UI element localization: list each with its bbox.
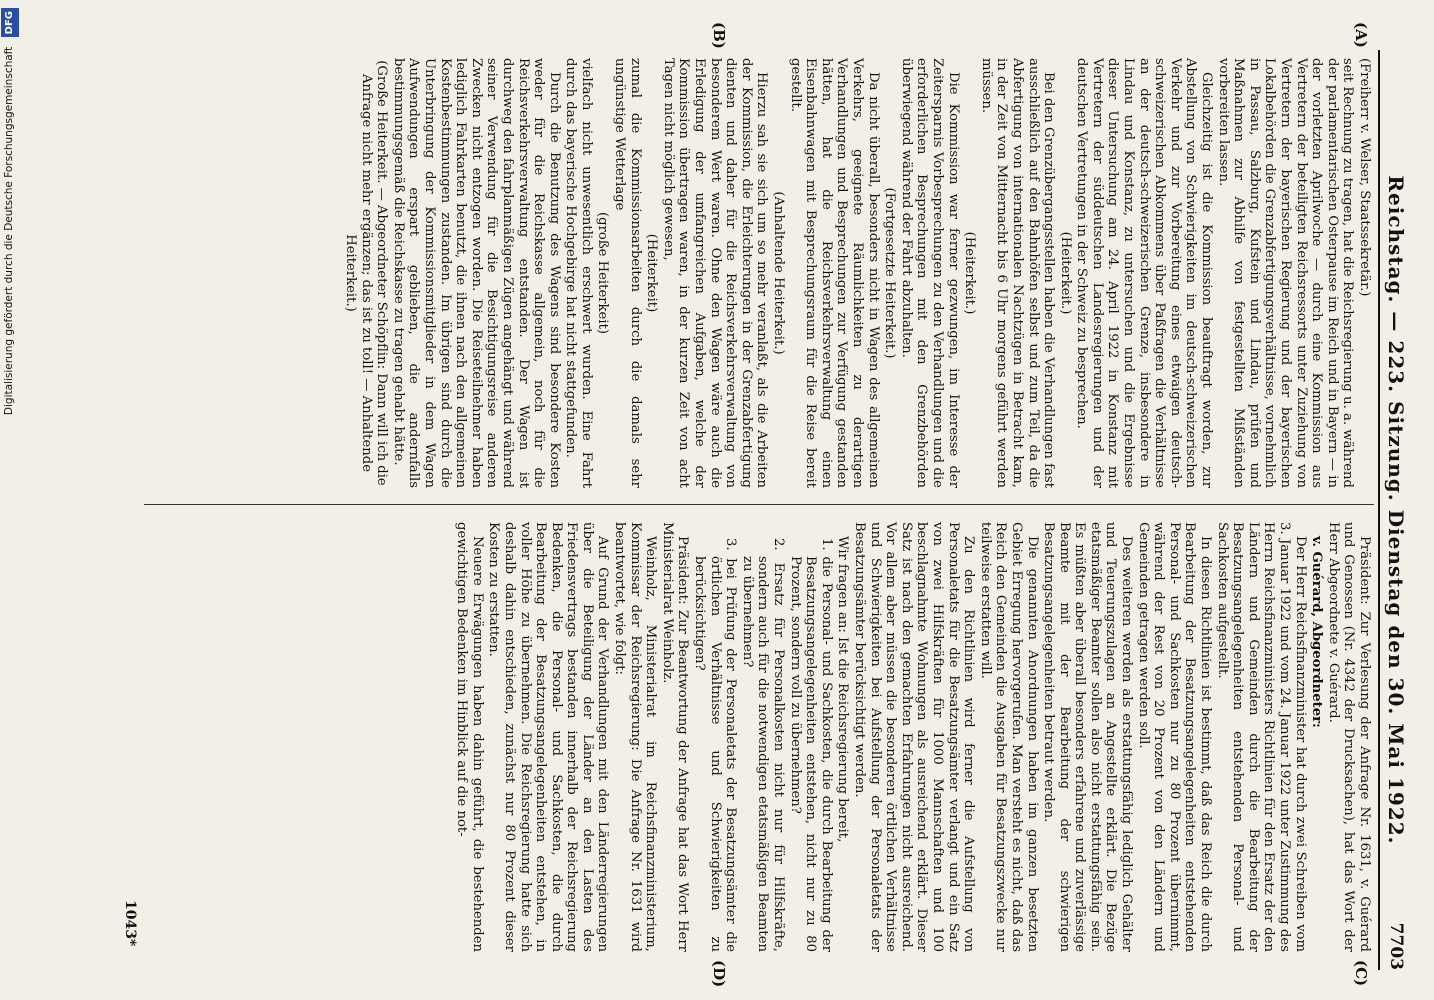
- paragraph: Wir fragen an: Ist die Reichsregierung bereit,: [835, 536, 851, 843]
- margin-mark-a: (A): [1352, 22, 1370, 48]
- interjection: (Heiterkeit.): [1057, 231, 1073, 315]
- dfg-logo-icon: DFG: [1, 8, 19, 37]
- right-column: [453, 522, 1372, 952]
- interjection: (Anhaltende Heiterkeit.): [771, 191, 787, 355]
- list-item: 1. die Personal- und Sachkosten, die durch Bearbeitung der Besatzungsangelegenheiten entstehen, nicht nur zu 80 Prozent, sondern voll zu übernehmen?: [787, 538, 834, 952]
- paragraph: Gleichzeitig ist die Kommission beauftragt worden, zur Abstellung von Schwierigkeiten im deutsch-schweizerischen Verkehr und zur Vorbereitung eines etwaigen deutsch-schweizerischen Abkommens über Paßfragen die Verhältnisse an der deutsch-schweizerischen Grenze, insbesondere in Lindau und Konstanz, zu untersuchen und die Ergebnisse dieser Untersuchung am 24. April 1922 in Konstanz mit Vertretern der süddeutschen Landesregierungen und der deutschen Vertretungen in der Schweiz zu besprechen.: [1074, 58, 1215, 488]
- paragraph: Durch die Benutzung des Wagens sind besondere Kosten weder für die Reichskasse allgemein, noch für die Reichsverkehrsverwaltung entstanden. Der Wagen ist durchweg den fahrplanmäßigen Zügen angehängt und während seiner Verwendung für die Besichtigungsreise anderen Zwecken nicht entzogen worden. Die Reiseteilnehmer haben lediglich Fahrkarten benutzt, die ihnen nach den allgemeinen Kostenbestimmungen zustanden. Im übrigen sind durch die Unterbringung der Kommissionsmitglieder in dem Wagen Aufwendungen erspart geblieben, die andernfalls bestimmungsgemäß die Reichskasse zu tragen gehabt hätte.: [390, 58, 562, 488]
- paragraph: Auf Grund der Verhandlungen mit den Länderregierungen über die Beteiligung der Länder an den Lasten des Friedensvertrags bestanden innerhalb der Reichsregierung Bedenken, die Personal- und Sachkosten, die durch Bearbeitung der Besatzungsangelegenheiten entstehen, in voller Höhe zu übernehmen. Die Reichsregierung hatte sich deshalb dahin entschieden, zunächst nur 80 Prozent dieser Kosten zu erstatten.: [486, 522, 611, 952]
- paragraph: In diesen Richtlinien ist bestimmt, daß das Reich die durch Bearbeitung der Besatzungsangelegenheiten entstehenden Personal- und Sachkosten nur zu 80 Prozent übernimmt, während der Rest von 20 Prozent von den Ländern und Gemeinden getragen werden soll.: [1135, 522, 1214, 952]
- page-title: Reichstag. — 223. Sitzung. Dienstag den 30. Mai 1922.: [1384, 175, 1408, 845]
- paragraph: Der Herr Reichsfinanzminister hat durch zwei Schreiben vom 3. Januar 1922 und vom 24. Januar 1922 unter Zustimmung des Herrn Reichsfinanzministers Richtlinien für den Ersatz der den Ländern und Gemeinden durch die Bearbeitung der Besatzungsangelegenheiten entstehenden Personal- und Sachkosten aufgestellt.: [1214, 522, 1308, 952]
- margin-mark-b: (B): [710, 22, 728, 49]
- speaker-tag: v. Guérard, Abgeordneter:: [1309, 536, 1325, 728]
- digitization-credit: [0, 0, 18, 1000]
- paragraph: zumal die Kommissionsarbeiten durch die damals sehr ungünstige Wetterlage: [612, 58, 643, 488]
- list-item: 3. bei Prüfung der Personaletats der Besatzungsämter die örtlichen Verhältnisse und Schwierigkeiten zu berücksichtigen?: [692, 538, 739, 952]
- interjection: (Heiterkeit): [644, 233, 660, 313]
- paragraph: Zu den Richtlinien wird ferner die Aufstellung von Personaletats für die Besatzungsämter verlangt und ein Satz von zwei Hilfskräften für 1000 Mannschaften und 100 beschlagnahmte Wohnungen als ausreichend erklärt. Dieser Satz ist nach den gemachten Erfahrungen nicht ausreichend. Vor allem aber müssen die besonderen örtlichen Verhältnisse und Schwierigkeiten bei Aufstellung der Personaletats der Besatzungsämter berücksichtigt werden.: [852, 522, 977, 952]
- list-item: 2. Ersatz für Personalkosten nicht nur für Hilfskräfte, sondern auch für die notwendigen etatsmäßigen Beamten zu übernehmen?: [739, 538, 787, 952]
- paragraph: Die Kommission war ferner gezwungen, im Interesse der Zeitersparnis Vorbesprechungen zu den Verhandlungen und die erforderlichen Besprechungen mit den Grenzbehörden überwiegend während der Fahrt abzuhalten.: [898, 58, 961, 488]
- paragraph: Da nicht überall, besonders nicht in Wagen des allgemeinen Verkehrs, geeignete Räumlichkeiten zu derartigen Verhandlungen und Besprechungen zur Verfügung gestanden hätten, hat die Reichsverkehrsverwaltung einen Eisenbahnwagen mit Besprechungsraum für die Reise bereit gestellt.: [787, 58, 881, 488]
- page-number: 7703: [1386, 922, 1406, 970]
- paragraph: Weinholz, Ministerialrat im Reichsfinanzministerium, Kommissar der Reichsregierung: Die Anfrage Nr. 1631 wird beantwortet, wie folgt:: [612, 522, 659, 952]
- margin-mark-d: (D): [710, 960, 728, 988]
- digitization-note: Digitalisierung gefördert durch die Deutsche Forschungsgemeinschaft: [3, 46, 15, 416]
- paragraph: Die genannten Anordnungen haben im ganzen besetzten Gebiet Erregung hervorgerufen. Man versteht es nicht, daß das Reich den Gemeinden die Ausgaben für Besatzungszwecke nur teilweise erstatten will.: [977, 522, 1040, 952]
- speaker-tag: (Freiherr v. Welser, Staatssekretär.): [1357, 58, 1372, 297]
- paragraph: vielfach nicht unwesentlich erschwert wurden. Eine Fahrt durch das bayerische Hochgebirge hat nicht stattgefunden.: [563, 58, 594, 488]
- paragraph: Präsident: Zur Verlesung der Anfrage Nr. 1631, v. Guérard und Genossen (Nr. 4342 der Drucksachen), hat das Wort der Herr Abgeordnete v. Guérard.: [1325, 522, 1372, 952]
- interjection: (große Heiterkeit): [595, 211, 611, 335]
- interjection: (Fortgesetzte Heiterkeit.): [882, 187, 898, 359]
- paragraph: Neuere Erwägungen haben dahin geführt, die bestehenden gewichtigen Bedenken im Hinblick auf die not-: [454, 522, 485, 952]
- sheet-number: 1043*: [122, 900, 138, 947]
- paragraph: Bei den Grenzübergangsstellen haben die Verhandlungen fast ausschließlich auf den Bahnhöfen selbst und zum Teil, da die Abfertigung von internationalen Nachtzügen in Betracht kam, in der Zeit von Mitternacht bis 6 Uhr morgens geführt werden müssen.: [978, 58, 1057, 488]
- paragraph: seit Rechnung zu tragen, hat die Reichsregierung u. a. während der parlamentarischen Osterpause im Reich und in Bayern — in der vorletzten Aprilwoche — durch eine Kommission aus Vertretern der beteiligten Reichsressorts unter Zuziehung von Vertretern der bayerischen Regierung und der bayerischen Lokalbehörden die Grenzabfertigungsverhältnisse, vornehmlich in Passau, Salzburg, Kufstein und Lindau, prüfen und Maßnahmen zur Abhilfe von festgestellten Mißständen vorbereiten lassen.: [1215, 58, 1356, 488]
- page-header: [1378, 50, 1408, 970]
- digitization-strip: [0, 0, 20, 1000]
- interjection: (Große Heiterkeit. — Abgeordneter Schöpflin: Dann will ich die Anfrage nicht mehr ergänzen; das ist zu toll! — Anhaltende Heiterkeit.): [343, 60, 390, 486]
- paragraph: Des weiteren werden als erstattungsfähig lediglich Gehälter und Teuerungszulagen an Angestellte erklärt. Die Bezüge etatsmäßiger Beamter sollen also nicht erstattungsfähig sein. Es müßten aber überall besonders erfahrene und zuverlässige Beamte mit der Bearbeitung der schwierigen Besatzungsangelegenheiten betraut werden.: [1041, 522, 1135, 952]
- left-column: [341, 58, 1372, 488]
- paragraph: Hierzu sah sie sich um so mehr veranlaßt, als die Arbeiten der Kommission, die Erleichterungen in der Grenzabfertigung dienten und daher für die Reichsverkehrsverwaltung von besonderem Wert waren. Ohne den Wagen wäre auch die Erledigung der umfangreichen Aufgaben, welche der Kommission übertragen waren, in der kurzen Zeit von acht Tagen nicht möglich gewesen,: [660, 58, 770, 488]
- paragraph: Präsident: Zur Beantwortung der Anfrage hat das Wort Herr Ministerialrat Weinholz.: [659, 522, 691, 952]
- interjection: (Heiterkeit.): [962, 231, 978, 315]
- column-divider: [144, 504, 1374, 505]
- margin-mark-c: (C): [1352, 960, 1370, 987]
